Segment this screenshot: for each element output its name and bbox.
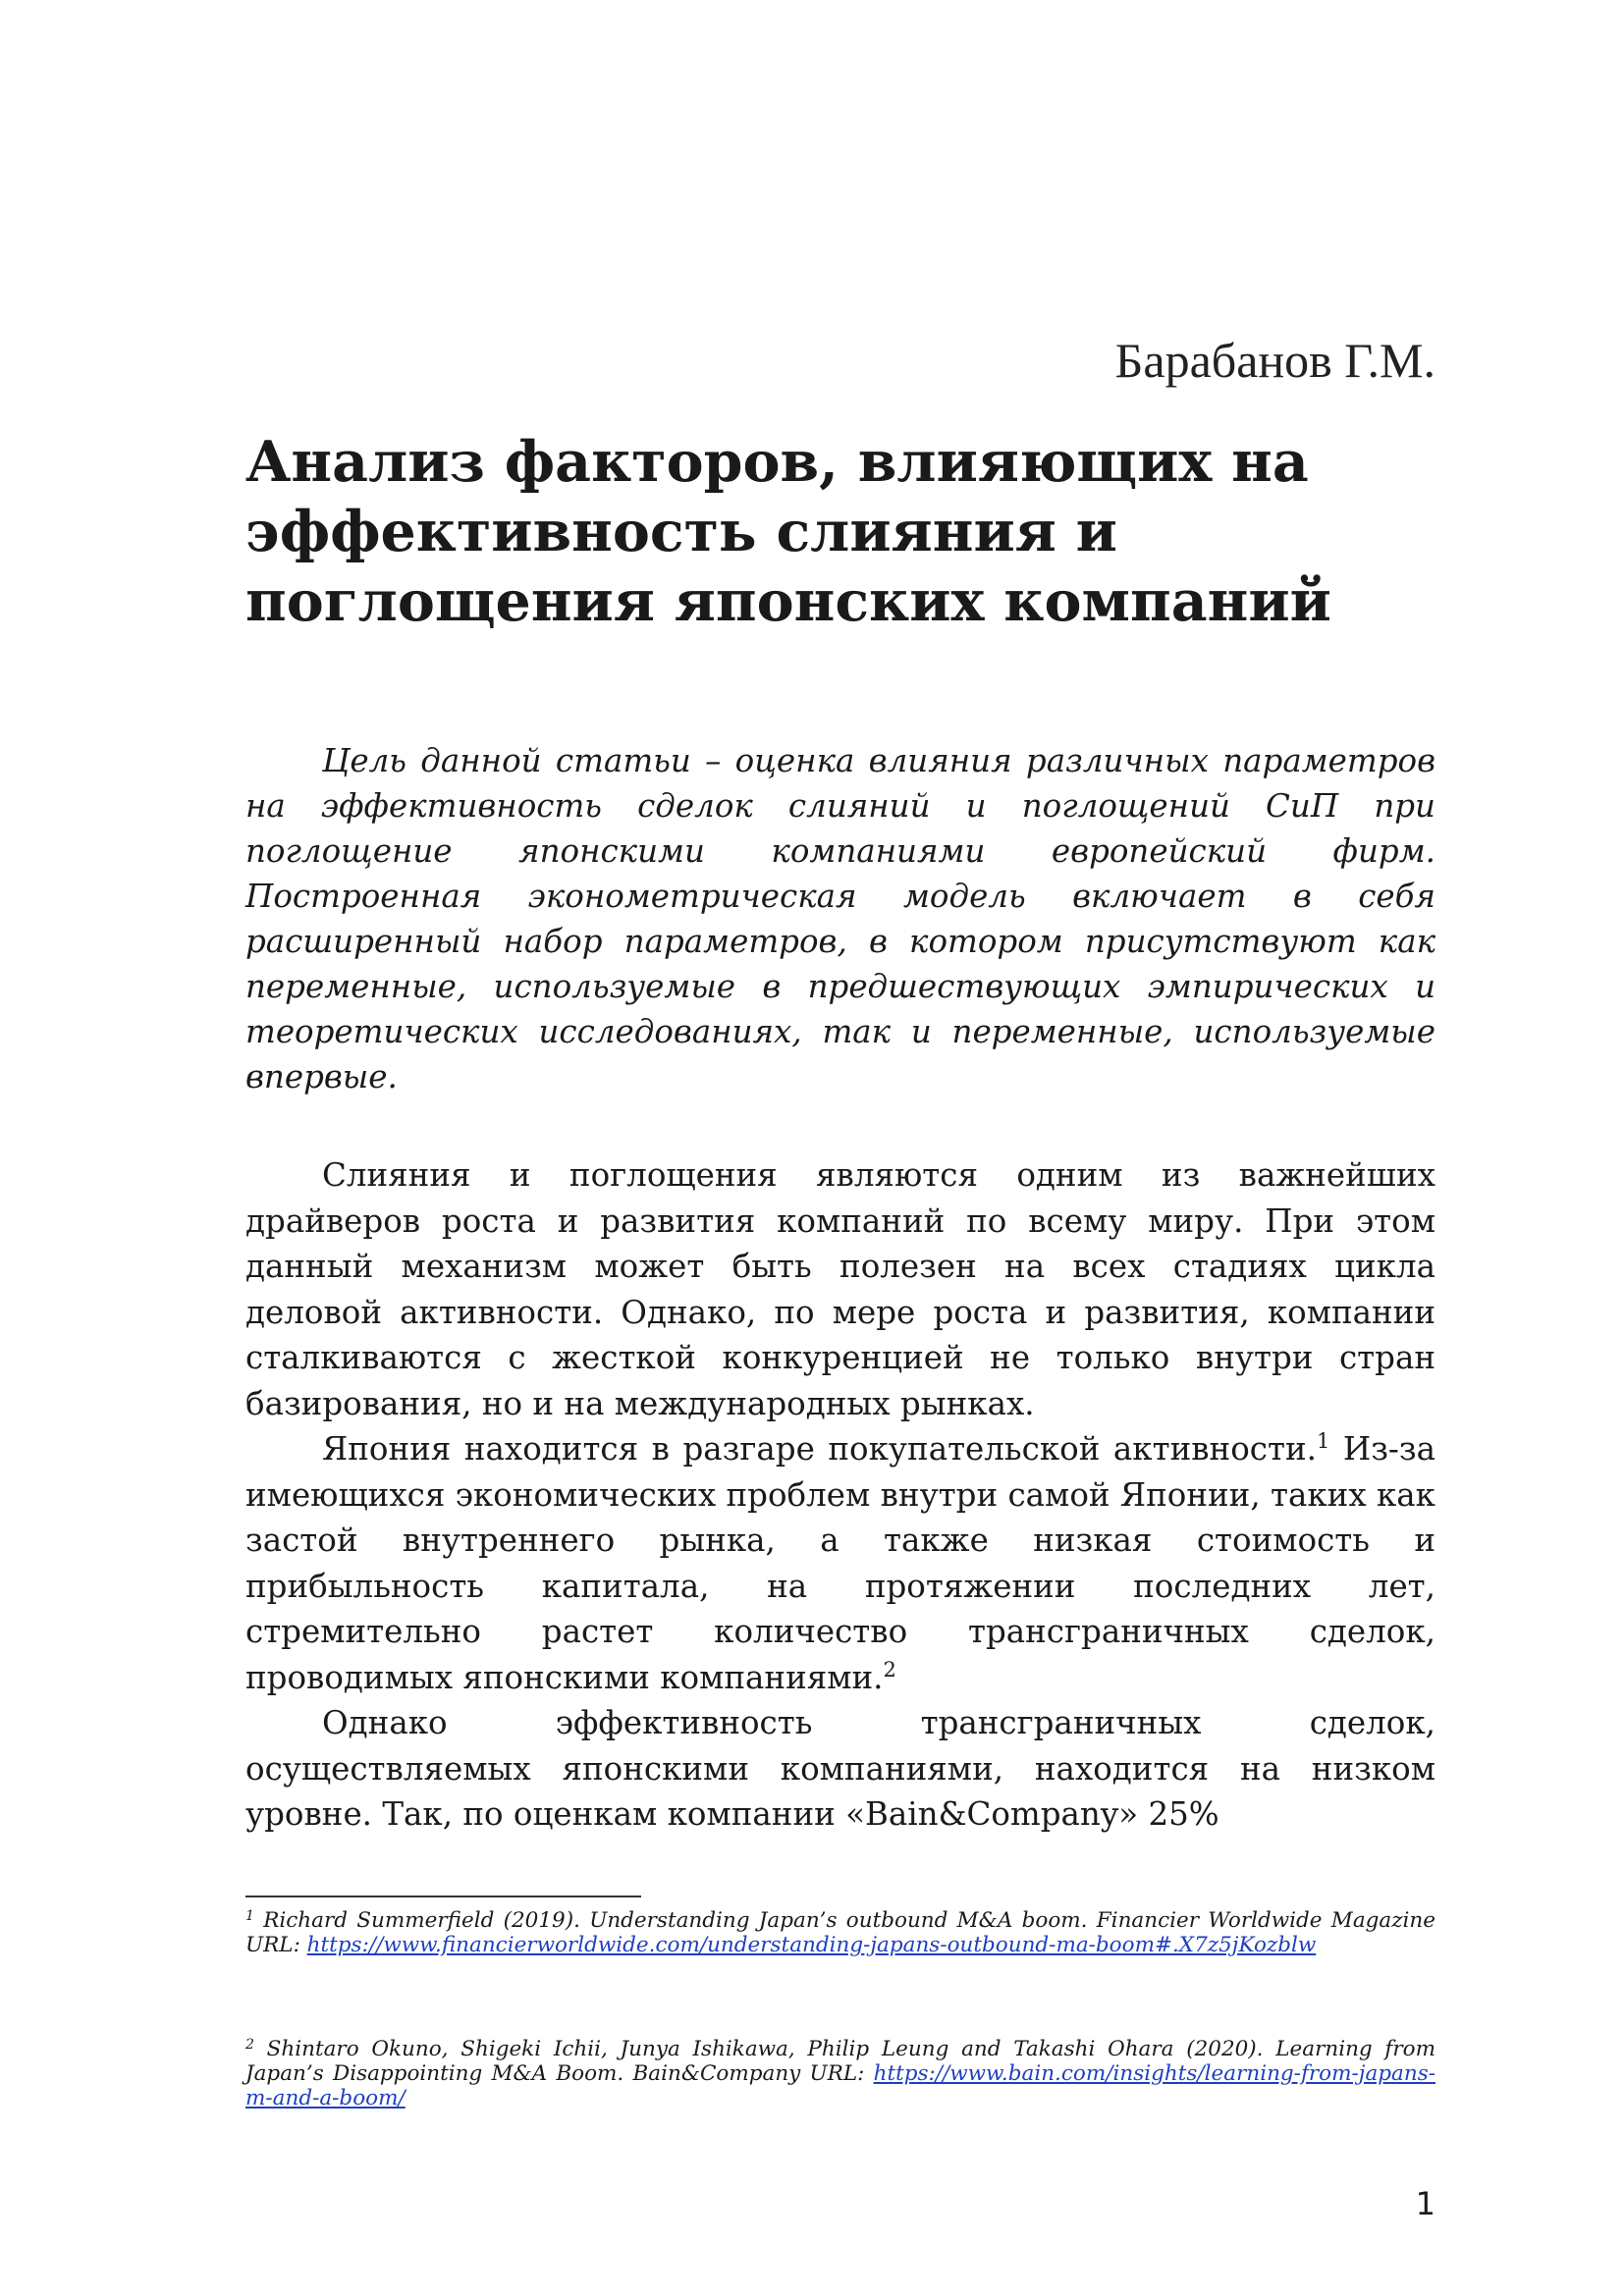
footnote-ref-1[interactable]: 1	[1316, 1429, 1330, 1453]
page-number: 1	[1415, 2185, 1435, 2222]
footnote-ref-2[interactable]: 2	[883, 1657, 896, 1682]
footnote-1-text: Richard Summerfield (2019). Understanding Japan’s outbound M&A boom. Financier Worldwide Magazine URL:	[245, 1908, 1435, 1957]
footnote-1	[245, 1908, 1435, 1957]
footnote-2-link[interactable]: https://www.bain.com/insights/learning-from-japans-m-and-a-boom/	[245, 2061, 1435, 2110]
abstract: Цель данной статьи – оценка влияния различных параметров на эффективность сделок слияний и поглощений СиП при поглощение японскими компаниями европейский фирм. Построенная эконометрическая модель включает в себя расширенный набор параметров, в котором присутствуют как переменные, используемые в предшествующих эмпирических и теоретических исследованиях, так и переменные, используемые впервые.	[245, 742, 1435, 1095]
footnote-2	[245, 2037, 1435, 2110]
body-paragraph-3: Однако эффективность трансграничных сделок, осуществляемых японскими компаниями, находится на низком уровне. Так, по оценкам компании «Bain&Company» 25%	[245, 1704, 1435, 1833]
body-text	[245, 1152, 1435, 1838]
body-paragraph-1: Слияния и поглощения являются одним из важнейших драйверов роста и развития компаний по всему миру. При этом данный механизм может быть полезен на всех стадиях цикла деловой активности. Однако, по мере роста и развития, компании сталкиваются с жесткой конкуренцией не только внутри стран базирования, но и на международных рынках.	[245, 1156, 1435, 1422]
footnote-1-link[interactable]: https://www.financierworldwide.com/understanding-japans-outbound-ma-boom#.X7z5jKozblw	[306, 1933, 1317, 1957]
article-title: Анализ факторов, влияющих на эффективность слияния и поглощения японских компаний	[245, 429, 1331, 634]
footnote-2-number: 2	[245, 2037, 254, 2053]
footnote-1-number: 1	[245, 1908, 254, 1924]
body-paragraph-2-part-1: Япония находится в разгаре покупательской активности.	[322, 1430, 1317, 1468]
body-paragraph-2	[245, 1426, 1435, 1700]
footnote-2-text: Shintaro Okuno, Shigeki Ichii, Junya Ishikawa, Philip Leung and Takashi Ohara (2020). Learning from Japan’s Disappointing M&A Boom. Bain&Company URL:	[245, 2037, 1435, 2086]
footnote-separator	[245, 1896, 641, 1897]
author-name: Барабанов Г.М.	[1114, 333, 1435, 388]
body-paragraph-2-part-2: Из-за имеющихся экономических проблем внутри самой Японии, таких как застой внутреннего рынка, а также низкая стоимость и прибыльность капитала, на протяжении последних лет, стремительно растет количество трансграничных сделок, проводимых японскими компаниями.	[245, 1430, 1435, 1696]
